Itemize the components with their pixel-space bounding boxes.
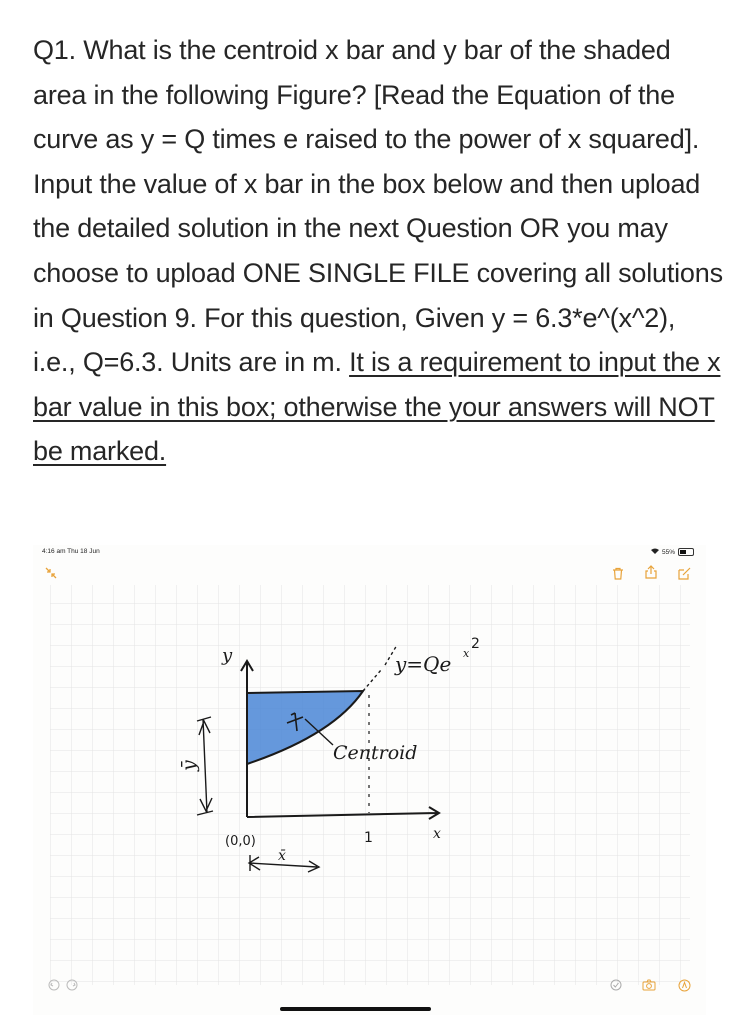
curve-label: y=Qe bbox=[395, 652, 452, 676]
x-axis bbox=[247, 807, 439, 819]
ybar-label: ȳ bbox=[178, 760, 200, 771]
question-body: Q1. What is the centroid x bar and y bar of the shaded area in the following Figure? [Read the Equation of the curve as y = Q times e raised to the power of x squared]. Input the value of x bar in the box below and then upload the detailed solution in the next Question OR you may choose to upload ONE SINGLE FILE covering all solutions in Question 9. For this question, Given y = 6.3*e^(x^2), i.e., Q=6.3. Units are in m. bbox=[33, 35, 723, 378]
centroid-sketch bbox=[33, 545, 706, 1015]
battery-percent: 55% bbox=[661, 548, 675, 556]
notes-screenshot bbox=[33, 545, 706, 1015]
y-axis-label: y bbox=[222, 645, 233, 666]
camera-icon[interactable] bbox=[641, 978, 657, 992]
xbar-label: x̄ bbox=[278, 848, 286, 864]
status-time: 4:16 am Thu 18 Jun bbox=[42, 548, 100, 555]
requirement-note: It is a requirement to input the x bar value in this box; otherwise the your answers will NOT be marked. bbox=[33, 347, 721, 467]
origin-label: (0,0) bbox=[225, 834, 256, 849]
redo-icon[interactable] bbox=[65, 978, 79, 992]
curve-exponent-base: x bbox=[463, 647, 470, 660]
home-indicator[interactable] bbox=[280, 1007, 431, 1011]
centroid-label: Centroid bbox=[333, 742, 418, 764]
checkmark-icon[interactable] bbox=[609, 978, 623, 992]
curve-exponent-power: 2 bbox=[471, 636, 480, 652]
markup-icon[interactable] bbox=[677, 978, 691, 992]
x-tick-label: 1 bbox=[364, 830, 373, 846]
x-axis-label: x bbox=[433, 826, 441, 842]
question-text bbox=[33, 28, 723, 474]
undo-icon[interactable] bbox=[47, 978, 61, 992]
